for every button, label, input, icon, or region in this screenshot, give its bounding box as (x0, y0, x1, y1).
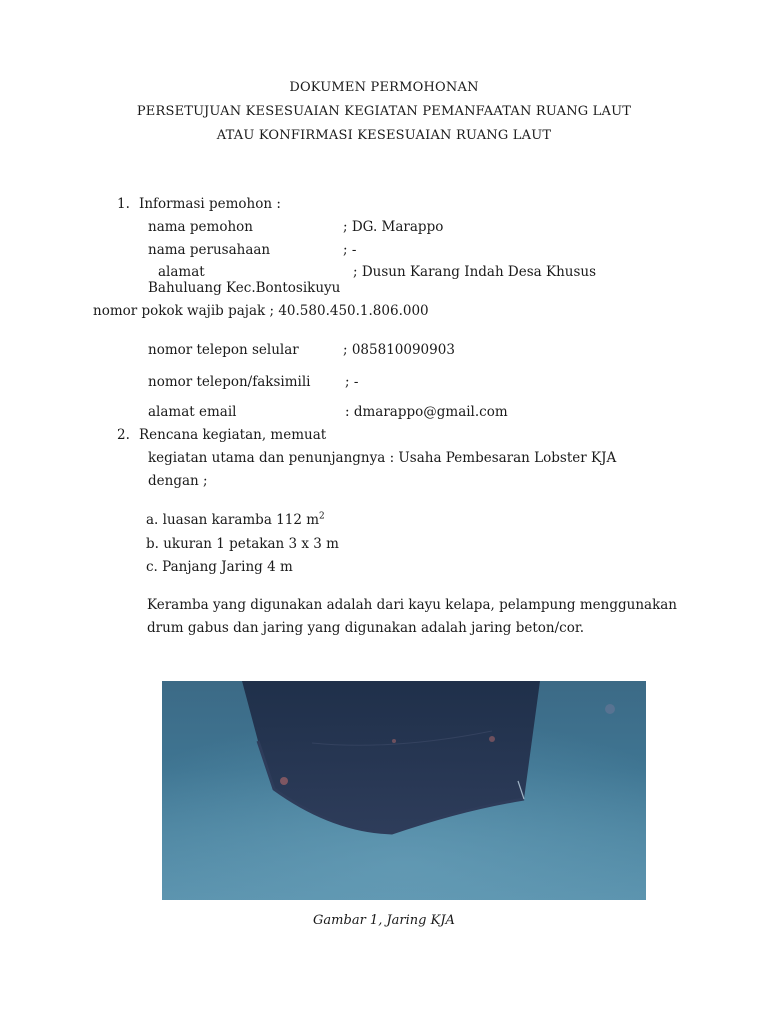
item-a-superscript: 2 (319, 511, 325, 522)
telepon-selular-value: ; 085810090903 (343, 342, 455, 358)
kegiatan-line-1: kegiatan utama dan penunjangnya : Usaha Pembesaran Lobster KJA (148, 450, 617, 466)
section-1-number: 1. (117, 196, 130, 212)
npwp-label: nomor pokok wajib pajak (93, 303, 266, 319)
alamat-label: alamat (158, 264, 205, 280)
doc-title-line-2: PERSETUJUAN KESESUAIAN KEGIATAN PEMANFAATAN RUANG LAUT (136, 104, 632, 119)
item-a (146, 512, 325, 528)
email-label: alamat email (148, 404, 237, 420)
item-c: c. Panjang Jaring 4 m (146, 559, 293, 575)
item-a-text: a. luasan karamba 112 m (146, 512, 320, 528)
section-2-number: 2. (117, 427, 130, 443)
telepon-fax-value: ; - (345, 374, 359, 390)
doc-title-line-3: ATAU KONFIRMASI KESESUAIAN RUANG LAUT (216, 128, 552, 143)
section-1-heading: Informasi pemohon : (139, 196, 281, 212)
telepon-selular-label: nomor telepon selular (148, 342, 299, 358)
description-paragraph: Keramba yang digunakan adalah dari kayu kelapa, pelampung menggunakan drum gabus dan jaring yang digunakan adalah jaring beton/cor. (147, 597, 677, 636)
npwp-value: ; 40.580.450.1.806.000 (269, 303, 429, 319)
email-value: : dmarappo@gmail.com (345, 404, 508, 420)
telepon-fax-label: nomor telepon/faksimili (148, 374, 311, 390)
kegiatan-line-2: dengan ; (148, 473, 208, 489)
nama-perusahaan-label: nama perusahaan (148, 242, 271, 258)
item-b: b. ukuran 1 petakan 3 x 3 m (146, 536, 339, 552)
net-illustration (162, 681, 646, 900)
underwater-net-photo (162, 681, 646, 900)
alamat-value-continued: Bahuluang Kec.Bontosikuyu (148, 280, 341, 296)
section-2-heading: Rencana kegiatan, memuat (139, 427, 327, 443)
alamat-value: ; Dusun Karang Indah Desa Khusus (353, 264, 597, 280)
nama-perusahaan-value: ; - (343, 242, 357, 258)
nama-pemohon-value: ; DG. Marappo (343, 219, 444, 235)
nama-pemohon-label: nama pemohon (148, 219, 253, 235)
npwp-row (93, 303, 429, 319)
doc-title-line-1: DOKUMEN PERMOHONAN (289, 80, 479, 95)
figure-caption: Gambar 1, Jaring KJA (313, 913, 455, 928)
